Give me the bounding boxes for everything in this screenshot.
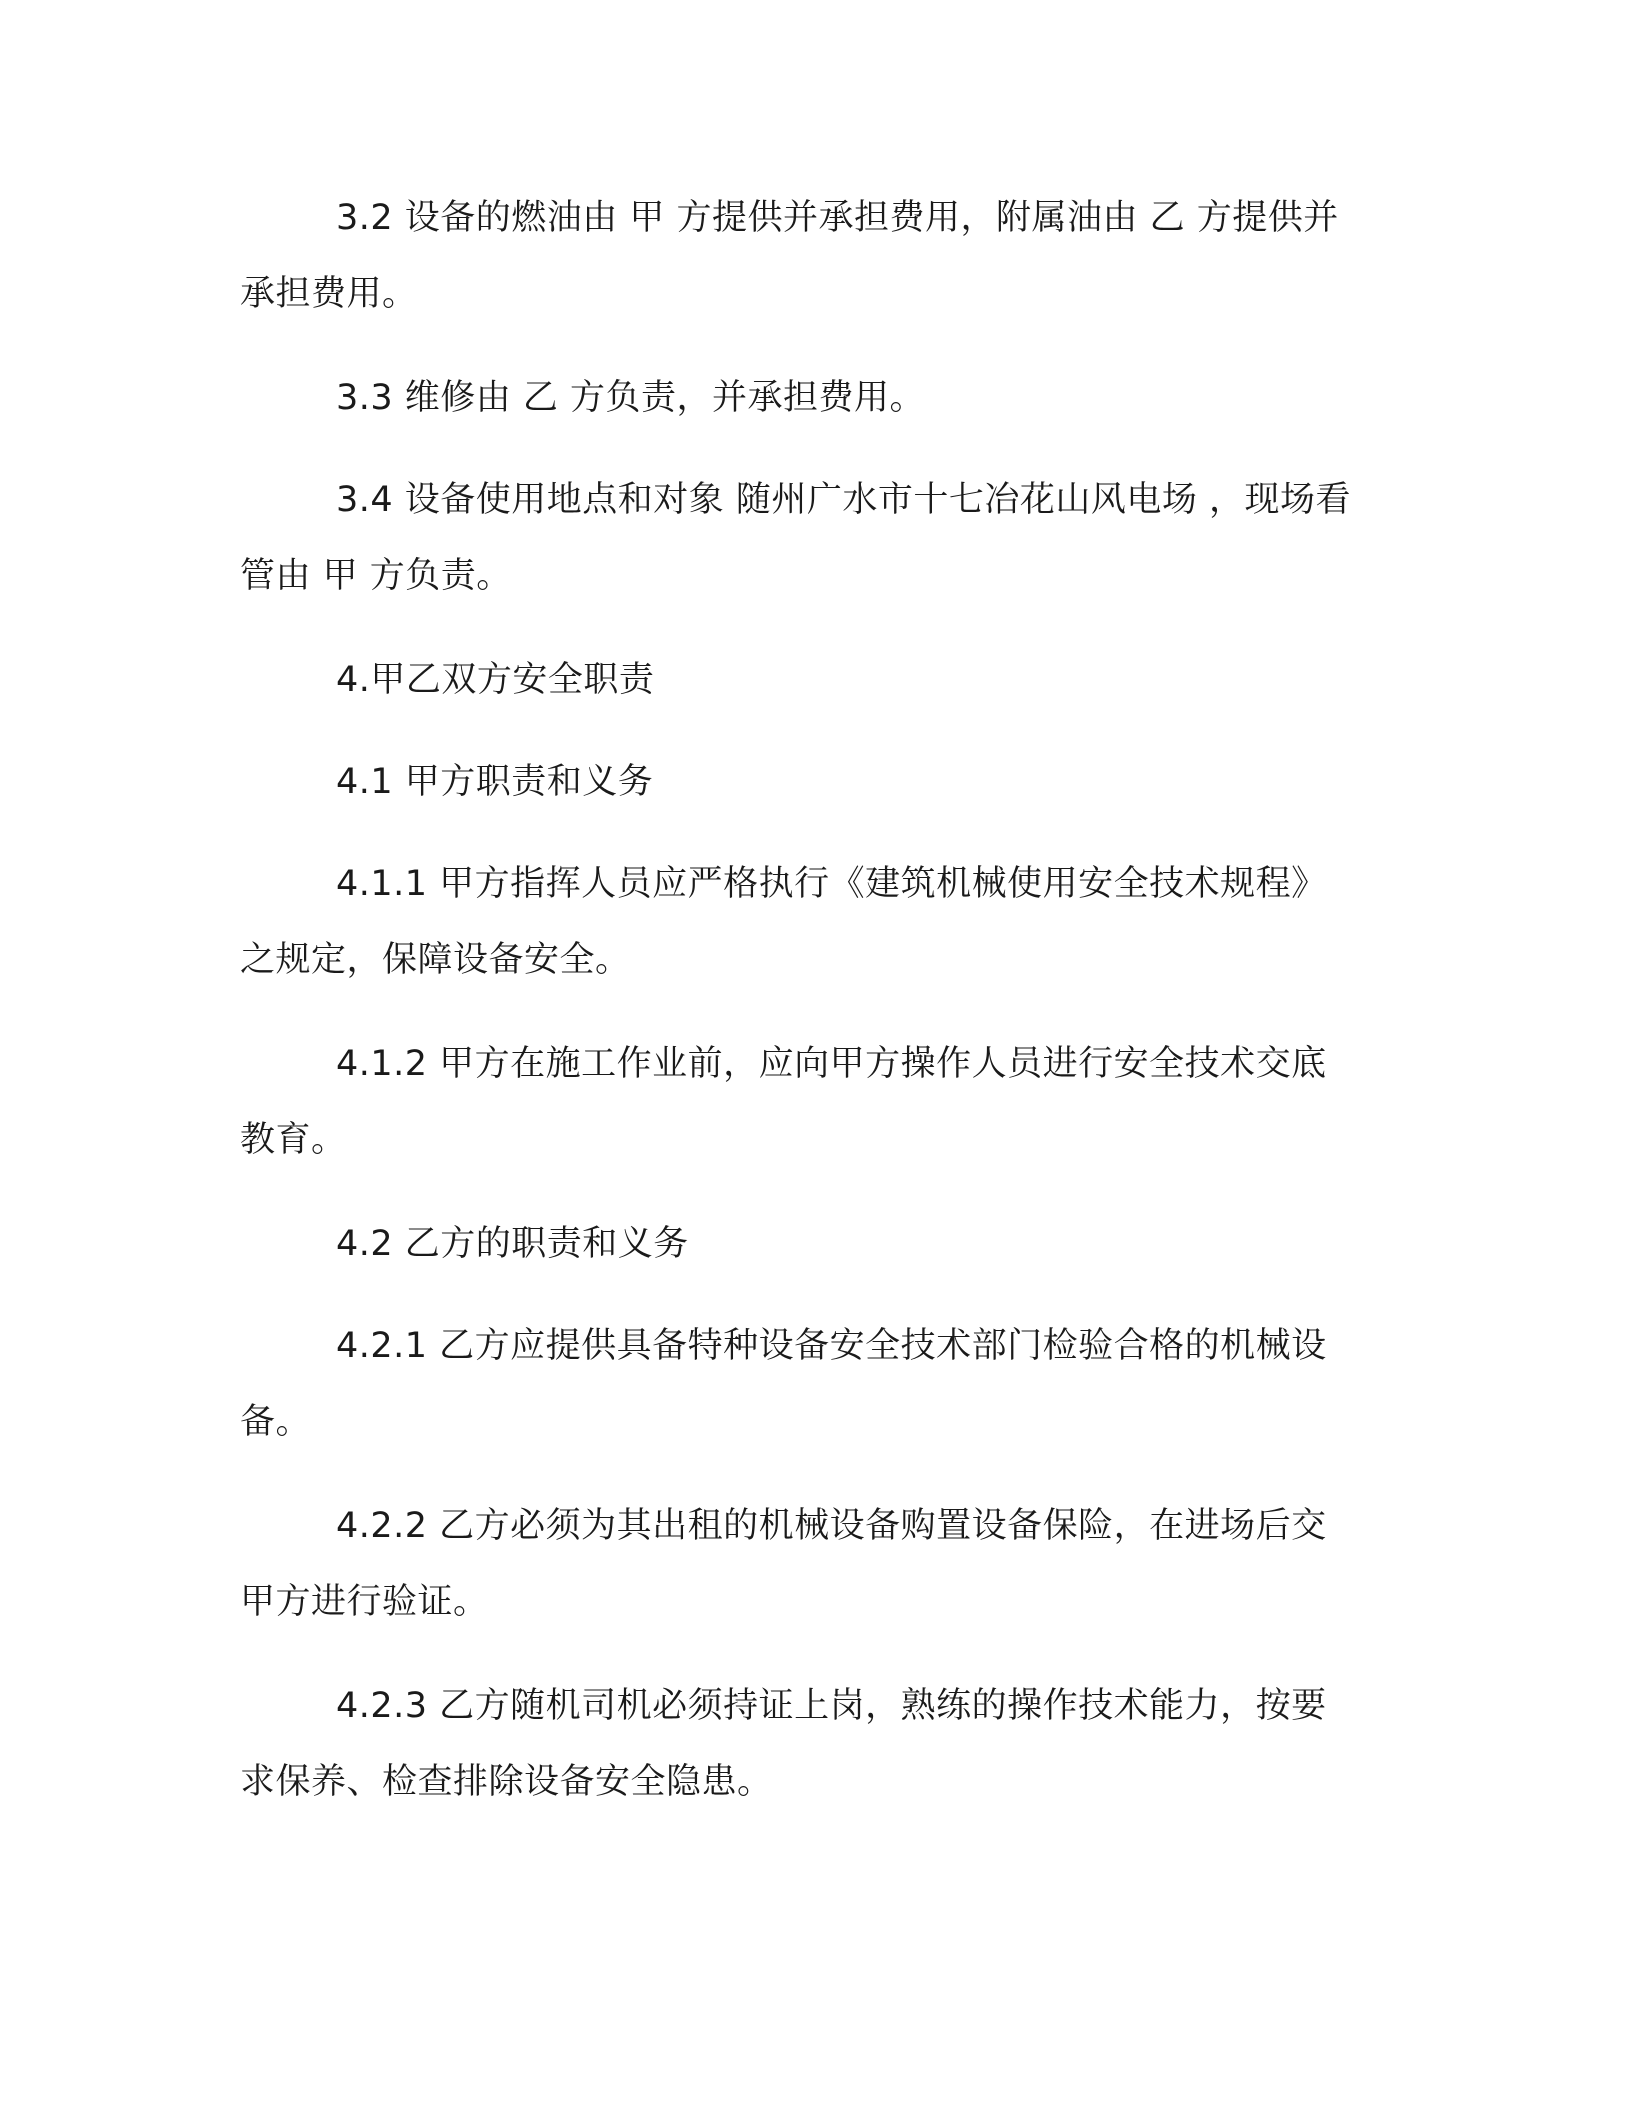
paragraph-line: 管由 甲 方负责。 [240, 556, 512, 596]
paragraph-3-2 [240, 180, 1380, 332]
paragraph-3-3 [240, 360, 1380, 436]
paragraph-4-1-2 [240, 1026, 1380, 1178]
paragraph-line: 承担费用。 [240, 274, 418, 314]
paragraph-3-4 [240, 462, 1380, 614]
paragraph-line: 之规定，保障设备安全。 [240, 940, 631, 980]
paragraph-line: 4.2.2 乙方必须为其出租的机械设备购置设备保险，在进场后交 [336, 1506, 1327, 1546]
paragraph-line: 4.1.1 甲方指挥人员应严格执行《建筑机械使用安全技术规程》 [336, 864, 1327, 904]
paragraph-line: 3.2 设备的燃油由 甲 方提供并承担费用，附属油由 乙 方提供并 [336, 198, 1339, 238]
paragraph-line: 4.甲乙双方安全职责 [336, 660, 655, 700]
paragraph-line: 4.1 甲方职责和义务 [336, 762, 654, 802]
paragraph-line: 3.3 维修由 乙 方负责，并承担费用。 [336, 378, 926, 418]
paragraph-4-2-1 [240, 1308, 1380, 1460]
paragraph-line: 求保养、检查排除设备安全隐患。 [240, 1762, 773, 1802]
paragraph-line: 4.2.3 乙方随机司机必须持证上岗，熟练的操作技术能力，按要 [336, 1686, 1327, 1726]
paragraph-line: 备。 [240, 1402, 312, 1442]
section-heading-4 [240, 642, 1380, 718]
paragraph-line: 甲方进行验证。 [240, 1582, 489, 1622]
section-heading-4-2 [240, 1206, 1380, 1282]
paragraph-4-2-3 [240, 1668, 1380, 1820]
paragraph-line: 4.2 乙方的职责和义务 [336, 1224, 689, 1264]
paragraph-line: 教育。 [240, 1120, 347, 1160]
paragraph-line: 4.2.1 乙方应提供具备特种设备安全技术部门检验合格的机械设 [336, 1326, 1327, 1366]
paragraph-line: 3.4 设备使用地点和对象 随州广水市十七冶花山风电场 ，现场看 [336, 480, 1352, 520]
paragraph-line: 4.1.2 甲方在施工作业前，应向甲方操作人员进行安全技术交底 [336, 1044, 1327, 1084]
paragraph-4-1-1 [240, 846, 1380, 998]
paragraph-4-2-2 [240, 1488, 1380, 1640]
section-heading-4-1 [240, 744, 1380, 820]
